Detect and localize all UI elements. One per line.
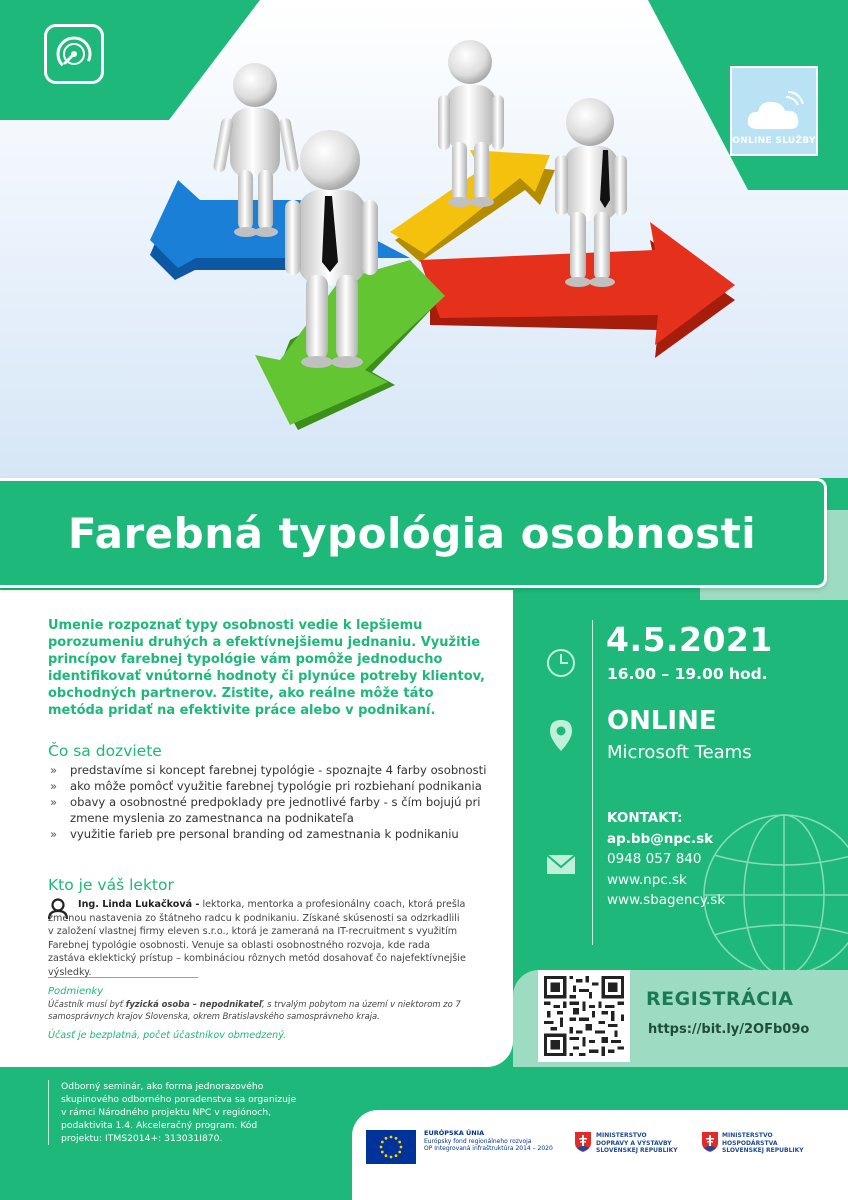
- event-platform: Microsoft Teams: [607, 742, 752, 763]
- conditions-text-post: , s trvalým pobytom na území v niektorom zo 7 samosprávnych krajov Slovenska, okrem Bratislavského samosprávneho kraja.: [48, 999, 461, 1021]
- divider: [592, 620, 593, 945]
- lector-text: lektorka, mentorka a profesionálny coach, ktorá prešla zmenou nastavenia zo štátneho radcu k podnikaniu. Získané skúsenosti sa odzrkadlili v založení vlastnej firmy eleven s.r.o., ktorá je zameraná na IT-recruitment s využitím Farebnej typológie osobnosti. Venuje sa oblasti osobnostného rozvoja, kde rada zastáva eklektický prístup – kombináciou rôznych metód dosahovať čo najefektívnejšie výsledky.: [48, 899, 466, 978]
- conditions-text-pre: Účastník musí byť: [48, 999, 126, 1009]
- contact-web[interactable]: www.sbagency.sk: [607, 892, 726, 908]
- ministry-transport-text: [596, 1132, 706, 1155]
- slovak-crest-icon: [702, 1132, 718, 1152]
- personality-arrows-illustration: [0, 0, 848, 478]
- event-date: 4.5.2021: [606, 620, 773, 659]
- event-time: 16.00 – 19.00 hod.: [607, 665, 768, 683]
- envelope-icon: [543, 846, 579, 882]
- eu-title: EURÓPSKA ÚNIA: [424, 1129, 485, 1137]
- ministry-economy-text: [722, 1132, 832, 1155]
- event-place: ONLINE: [607, 706, 717, 736]
- registration-box: [513, 970, 848, 1067]
- contact-email[interactable]: ap.bb@npc.sk: [607, 830, 714, 847]
- learn-heading: Čo sa dozviete: [48, 742, 162, 760]
- eu-line: Európsky fond regionálneho rozvoja: [424, 1137, 532, 1145]
- eu-line: OP Integrovaná infraštruktúra 2014 – 2020: [424, 1145, 553, 1152]
- ministry-line: SLOVENSKEJ REPUBLIKY: [722, 1147, 804, 1154]
- free-participation-text: Účasť je bezplatná, počet účastníkov obmedzený.: [48, 1030, 287, 1041]
- lector-heading: Kto je váš lektor: [48, 876, 174, 894]
- list-item: » predstavíme si koncept farebnej typológie - spoznajte 4 farby osobnosti: [48, 762, 488, 778]
- contact-phone[interactable]: 0948 057 840: [607, 851, 702, 867]
- qr-code[interactable]: [538, 970, 630, 1062]
- list-item: » obavy a osobnostné predpoklady pre jednotlivé farby - s čím bojujú pri zmene myslenia zo zamestnanca na podnikateľa: [48, 794, 488, 826]
- intro-text: Umenie rozpoznať typy osobnosti vedie k lepšiemu porozumeniu druhých a efektívnejšiemu jednaniu. Využitie princípov farebnej typológie vám pomôže jednoducho identifikovať vnútorné hodnoty či plynúce potreby klientov, obchodných partnerov. Zistite, ako reálne môže táto metóda pridať na efektivite práce alebo v podnikaní.: [48, 618, 485, 718]
- contact-block: [607, 808, 725, 911]
- registration-heading: REGISTRÁCIA: [646, 988, 794, 1010]
- cloud-icon: [744, 91, 804, 136]
- lector-name: Ing. Linda Lukačková -: [78, 899, 200, 910]
- contact-web[interactable]: www.npc.sk: [607, 871, 687, 888]
- list-item: » ako môže pomôcť využitie farebnej typológie pri rozbiehaní podnikania: [48, 778, 488, 794]
- contact-heading: KONTAKT:: [607, 810, 683, 826]
- ministry-line: SLOVENSKEJ REPUBLIKY: [596, 1147, 678, 1154]
- slovak-crest-icon: [575, 1132, 591, 1152]
- hero-image: [0, 0, 848, 478]
- event-info: [513, 590, 848, 970]
- eu-text: [424, 1130, 574, 1153]
- badge-label: ONLINE SLUŽBY: [732, 136, 816, 146]
- clock-icon: [543, 645, 579, 681]
- conditions-text-bold: fyzická osoba – nepodnikateľ: [125, 999, 262, 1009]
- footer-text: Odborný seminár, ako forma jednorazového skupinového odborného poradenstva sa organizuje v rámci Národného projektu NPC v regiónoch, podaktivita 1.4. Akceleračný program. Kód projektu: ITMS2014+: 313031I870.: [48, 1080, 298, 1145]
- title-band: [0, 478, 827, 588]
- eu-flag-icon: [366, 1130, 416, 1164]
- ministry-line: MINISTERSTVO: [722, 1132, 773, 1139]
- online-services-badge: [730, 66, 818, 156]
- conditions-heading: Podmienky: [48, 986, 104, 997]
- content-panel: [0, 590, 513, 1067]
- divider: [48, 977, 198, 978]
- list-item: » využitie farieb pre personal branding od zamestnania k podnikaniu: [48, 826, 488, 842]
- registration-link[interactable]: https://bit.ly/2OFb09o: [648, 1022, 810, 1037]
- logo-strip: [352, 1110, 848, 1200]
- ministry-line: MINISTERSTVO: [596, 1132, 647, 1139]
- lector-bio: [48, 898, 468, 979]
- ministry-line: DOPRAVY A VÝSTAVBY: [596, 1139, 672, 1147]
- learn-list: [48, 762, 488, 842]
- page-title: Farebná typológia osobnosti: [67, 508, 757, 558]
- location-pin-icon: [543, 717, 579, 753]
- conditions-text: [48, 999, 468, 1022]
- ministry-line: HOSPODÁRSTVA: [722, 1139, 778, 1147]
